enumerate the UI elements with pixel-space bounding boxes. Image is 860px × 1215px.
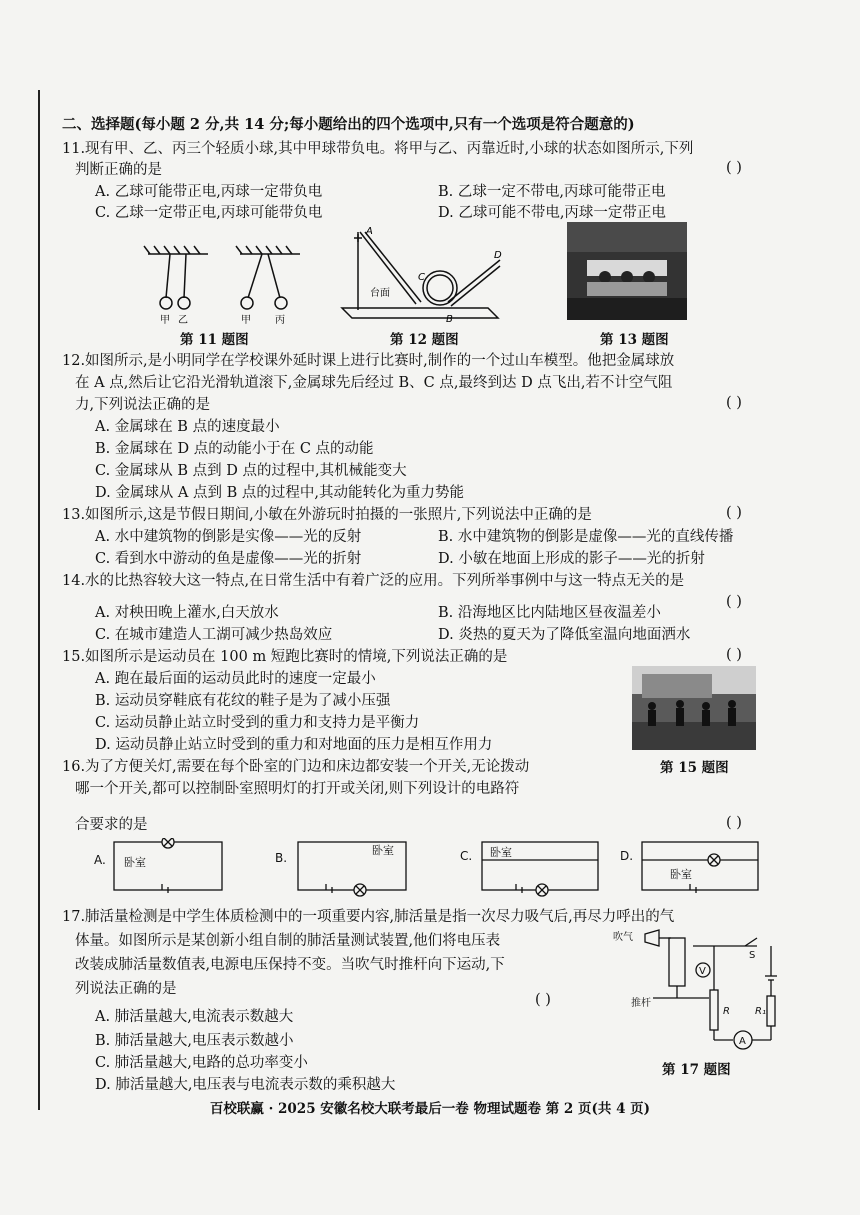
section-title: 二、选择题(每小题 2 分,共 14 分;每小题给出的四个选项中,只有一个选项是符合题意的): [62, 116, 635, 133]
circuit-a-label: A.: [94, 853, 106, 867]
q11-stem-line1: 11.现有甲、乙、丙三个轻质小球,其中甲球带负电。将甲与乙、丙靠近时,小球的状态如图所示,下列: [62, 141, 694, 157]
figure-15-caption: 第 15 题图: [660, 760, 729, 776]
q12-stem-line3: 力,下列说法正确的是: [75, 397, 211, 413]
circuit-b-bedroom: 卧室: [372, 844, 394, 857]
f17-label-r: R: [723, 1006, 730, 1017]
f12-label-c: C: [418, 272, 425, 283]
f11-label-jia2: 甲: [241, 315, 251, 325]
q17-stem-line3: 改装成肺活量数值表,电源电压保持不变。当吹气时推杆向下运动,下: [75, 957, 505, 973]
q14-option-d: D. 炎热的夏天为了降低室温向地面洒水: [438, 627, 691, 643]
q13-stem: 13.如图所示,这是节假日期间,小敏在外游玩时拍摄的一张照片,下列说法中正确的是: [62, 507, 592, 523]
figure-11-caption: 第 11 题图: [180, 332, 249, 348]
figure-12-caption: 第 12 题图: [390, 332, 459, 348]
q17-option-a: A. 肺活量越大,电流表示数越大: [95, 1009, 294, 1025]
q17-option-d: D. 肺活量越大,电压表与电流表示数的乘积越大: [95, 1077, 396, 1093]
q17-stem-line2: 体量。如图所示是某创新小组自制的肺活量测试装置,他们将电压表: [75, 933, 501, 949]
f12-label-b: B: [446, 314, 453, 324]
q15-option-a: A. 跑在最后面的运动员此时的速度一定最小: [95, 671, 376, 687]
circuit-a-bedroom: 卧室: [124, 856, 146, 869]
q13-option-d: D. 小敏在地面上形成的影子——光的折射: [438, 551, 705, 567]
q12-option-b: B. 金属球在 D 点的动能小于在 C 点的动能: [95, 441, 374, 457]
circuit-c-bedroom: 卧室: [490, 846, 512, 859]
q16-stem-line2: 哪一个开关,都可以控制卧室照明灯的打开或关闭,则下列设计的电路符: [75, 781, 520, 797]
f11-label-jia: 甲: [160, 315, 170, 325]
q11-option-b: B. 乙球一定不带电,丙球可能带正电: [438, 184, 666, 200]
circuit-d-label: D.: [620, 849, 634, 863]
q12-option-d: D. 金属球从 A 点到 B 点的过程中,其动能转化为重力势能: [95, 485, 464, 501]
q14-answer-paren: ( ): [726, 594, 742, 610]
q15-option-c: C. 运动员静止站立时受到的重力和支持力是平衡力: [95, 715, 420, 731]
q13-answer-paren: ( ): [726, 505, 742, 521]
circuit-a-door: [130, 838, 141, 839]
q14-option-a: A. 对秧田晚上灌水,白天放水: [95, 605, 279, 621]
q11-stem-line2: 判断正确的是: [75, 162, 162, 178]
figure-13-photo: [567, 222, 687, 320]
f17-label-r1: R₁: [755, 1006, 766, 1017]
circuit-d-bedroom: 卧室: [670, 868, 692, 881]
figure-15-photo: [632, 666, 756, 750]
circuit-b-label: B.: [275, 851, 288, 865]
f12-label-d: D: [494, 250, 502, 261]
f17-label-rod: 推杆: [631, 998, 651, 1009]
q11-option-d: D. 乙球可能不带电,丙球一定带正电: [438, 205, 666, 221]
q12-option-c: C. 金属球从 B 点到 D 点的过程中,其机械能变大: [95, 463, 407, 479]
q16-circuit-options: [90, 838, 770, 898]
q17-stem-line4: 列说法正确的是: [75, 981, 177, 997]
q15-option-b: B. 运动员穿鞋底有花纹的鞋子是为了减小压强: [95, 693, 391, 709]
f17-label-blow: 吹气: [613, 932, 633, 943]
f12-label-a: A: [366, 226, 373, 237]
q13-option-a: A. 水中建筑物的倒影是实像——光的反射: [95, 529, 362, 545]
q15-stem: 15.如图所示是运动员在 100 m 短跑比赛时的情境,下列说法正确的是: [62, 649, 508, 665]
q14-option-c: C. 在城市建造人工湖可减少热岛效应: [95, 627, 333, 643]
q17-option-c: C. 肺活量越大,电路的总功率变小: [95, 1055, 308, 1071]
q17-answer-paren: ( ): [535, 992, 551, 1008]
figure-13-caption: 第 13 题图: [600, 332, 669, 348]
q14-option-b: B. 沿海地区比内陆地区昼夜温差小: [438, 605, 661, 621]
q11-option-a: A. 乙球可能带正电,丙球一定带负电: [95, 184, 323, 200]
q12-stem-line1: 12.如图所示,是小明同学在学校课外延时课上进行比赛时,制作的一个过山车模型。他把金属球放: [62, 353, 675, 369]
figure-17-caption: 第 17 题图: [662, 1062, 731, 1078]
q17-stem-line1: 17.肺活量检测是中学生体质检测中的一项重要内容,肺活量是指一次尽力吸气后,再尽力呼出的气: [62, 909, 675, 925]
f11-label-bing: 丙: [275, 315, 285, 325]
q12-option-a: A. 金属球在 B 点的速度最小: [95, 419, 280, 435]
page-footer: 百校联赢 · 2025 安徽名校大联考最后一卷 物理试题卷 第 2 页(共 4 页): [209, 1101, 651, 1117]
q16-stem-line1: 16.为了方便关灯,需要在每个卧室的门边和床边都安装一个开关,无论拨动: [62, 759, 530, 775]
q13-option-c: C. 看到水中游动的鱼是虚像——光的折射: [95, 551, 362, 567]
figure-17-lung-tester: [605, 926, 785, 1056]
q15-answer-paren: ( ): [726, 647, 742, 663]
circuit-d-door: [686, 838, 697, 839]
f17-label-s: S: [749, 950, 756, 961]
circuit-c-door: [520, 838, 531, 839]
q16-stem-line3: 合要求的是: [75, 817, 148, 833]
q12-stem-line2: 在 A 点,然后让它沿光滑轨道滚下,金属球先后经过 B、C 点,最终到达 D 点飞出,若不计空气阻: [75, 375, 673, 391]
circuit-b-door: [320, 838, 331, 839]
f12-label-table: 台面: [370, 288, 390, 299]
f17-label-v: V: [699, 966, 706, 977]
q11-option-c: C. 乙球一定带正电,丙球可能带负电: [95, 205, 323, 221]
q17-option-b: B. 肺活量越大,电压表示数越小: [95, 1033, 294, 1049]
q15-option-d: D. 运动员静止站立时受到的重力和对地面的压力是相互作用力: [95, 737, 493, 753]
page-binding-line: [38, 90, 40, 1110]
q11-answer-paren: ( ): [726, 160, 742, 176]
q16-answer-paren: ( ): [726, 815, 742, 831]
figure-11-pendulums: [140, 240, 310, 325]
q13-option-b: B. 水中建筑物的倒影是虚像——光的直线传播: [438, 529, 734, 545]
q14-stem: 14.水的比热容较大这一特点,在日常生活中有着广泛的应用。下列所举事例中与这一特点无关的是: [62, 573, 685, 589]
q12-answer-paren: ( ): [726, 395, 742, 411]
f11-label-yi: 乙: [178, 315, 188, 325]
figure-12-roller-coaster: [338, 222, 506, 324]
f17-label-a: A: [739, 1036, 746, 1047]
circuit-c-label: C.: [460, 849, 473, 863]
